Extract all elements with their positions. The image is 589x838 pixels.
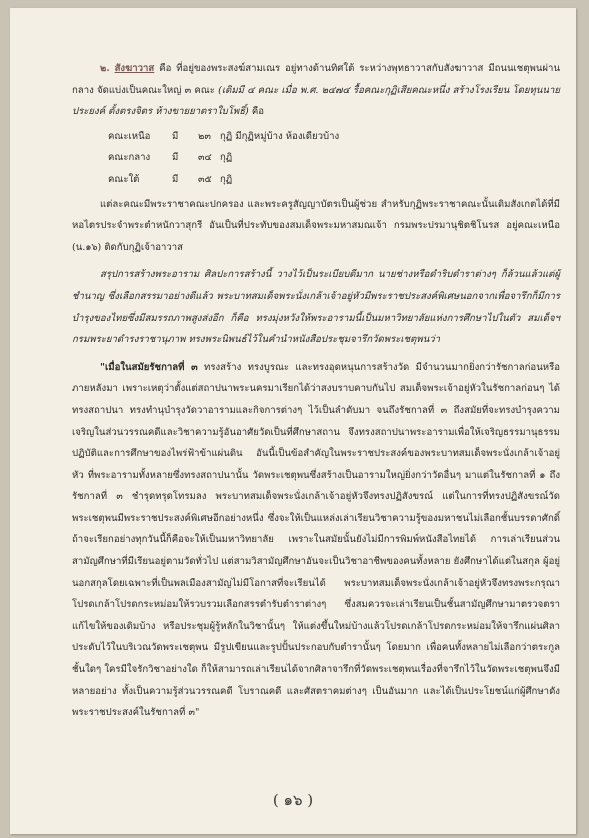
division-row [108, 126, 560, 148]
document-page [10, 8, 576, 834]
body-text [72, 58, 560, 724]
section-heading: สังฆาวาส [114, 63, 155, 74]
quote-paragraph [72, 357, 560, 724]
section-lead-tail: คือ [248, 106, 265, 118]
division-desc: กุฏิ มีกุฏิหมู่บ้าง ห้องเดียวบ้าง [220, 130, 340, 142]
section-lead-note: (เดิมมี ๔ คณะ เมื่อ พ.ศ. ๒๔๗๔ รื้อคณะกุฏิเสียคณะหนึ่ง สร้างโรงเรียน โดยทุนนายประยงค์ ตั้งตรงจิตร ห้างขายยาตราใบโพธิ์) [72, 84, 560, 118]
division-verb: มี [172, 152, 179, 164]
division-desc: กุฏิ [220, 152, 233, 164]
commission-paragraph: แต่ละคณะมีพระราชาคณะปกครอง และพระครูสัญญาบัตรเป็นผู้ช่วย สำหรับกุฏิพระราชาคณะนั้นเดิมสังเกตได้ที่มีหอไตรประจำพระตำหนักวาสุกรี อันเป็นที่ประทับของสมเด็จพระมหาสมณเจ้า กรมพระปรมานุชิตชิโนรส อยู่คณะเหนือ (น.๑๖) ติดกับกุฏิเจ้าอาวาส [72, 198, 560, 253]
division-count: ๓๕ [198, 173, 212, 185]
division-name: คณะกลาง [108, 152, 151, 164]
division-count: ๒๓ [198, 130, 211, 142]
section-number: ๒. [100, 63, 110, 74]
quote-lead: "เมื่อในสมัยรัชกาลที่ ๓ [100, 361, 198, 373]
section-paragraph [72, 58, 560, 123]
division-name: คณะใต้ [108, 173, 140, 185]
division-name: คณะเหนือ [108, 130, 151, 142]
division-count: ๓๔ [198, 152, 212, 164]
summary-paragraph: สรุปการสร้างพระอาราม ศิลปะการสร้างนี้ วางไว้เป็นระเบียบดีมาก นายช่างหรือดำริบดำราต่างๆ ก็ล้วนแล้วแต่ผู้ชำนาญ ซึ่งเลือกสรรมาอย่างดีแล้ว พระบาทสมเด็จพระนั่งเกล้าเจ้าอยู่หัวมีพระราชประสงค์พิเศษนอกจากเพื่อจารึกก็มีการบำรุงของไทยซึ่งมีสมรรถภาพสูงส่งอีก ก็คือ ทรงมุ่งหวังให้พระอารามนี้เป็นมหาวิทยาลัยแห่งการศึกษาไปในตัว สมเด็จฯ กรมพระยาดำรงราชานุภาพ ทรงพระนิพนธ์ไว้ในคำนำหนังสือประชุมจารึกวัดพระเชตุพนว่า [72, 269, 560, 346]
division-row [108, 147, 560, 169]
section-lead: คือ ที่อยู่ของพระสงฆ์สามเณร อยู่ทางด้านทิศใต้ ระหว่างพุทธาวาสกับสังฆาวาส มีถนนเชตุพนผ่านกลาง จัดแบ่งเป็นคณะใหญ่ ๓ คณะ [72, 63, 560, 96]
quote-body: ทรงสร้าง ทรงบูรณะ และทรงอุดหนุนการสร้างวัด มีจำนวนมากยิ่งกว่ารัชกาลก่อนหรือภายหลังมา เพราะเหตุว่าตั้งแต่สถาปนาพระนครมาเรียกได้ว่าสงบราบคาบกันไป สมเด็จพระเจ้าอยู่หัวในรัชกาลก่อนๆ ได้ทรงสถาปนา ทรงทำนุบำรุงวัดวาอารามและกิจการต่างๆ ไว้เป็นลำดับมา จนถึงรัชกาลที่ ๓ ถึงสมัยที่จะทรงบำรุงความเจริญในส่วนวรรณคดีและวิชาความรู้อันอาศัยวัดเป็นที่ศึกษาสถาน จึงทรงสถาปนาพระอารามเพื่อให้เจริญธรรมานุธรรมปฏิบัติและการศึกษาของไพร่ฟ้าข้าแผ่นดิน อันนี้เป็นข้อสำคัญในพระราชประสงค์ของพระบาทสมเด็จพระนั่งเกล้าเจ้าอยู่หัว ที่พระอารามทั้งหลายซึ่งทรงสถาปนานั้น วัดพระเชตุพนซึ่งสร้างเป็นอารามใหญ่ยิ่งกว่าวัดอื่นๆ มาแต่ในรัชกาลที่ ๑ ถึงรัชกาลที่ ๓ ชำรุดทรุดโทรมลง พระบาทสมเด็จพระนั่งเกล้าเจ้าอยู่หัวจึงทรงปฏิสังขรณ์ แต่ในการที่ทรงปฏิสังขรณ์วัดพระเชตุพนมีพระราชประสงค์พิเศษอีกอย่างหนึ่ง ซึ่งจะให้เป็นแหล่งเล่าเรียนวิชาความรู้ของมหาชนไม่เลือกชั้นบรรดาศักดิ์ ถ้าจะเรียกอย่างทุกวันนี้ก็คือจะให้เป็นมหาวิทยาลัย เพราะในสมัยนั้นยังไม่มีการพิมพ์หนังสือไทยได้ การเล่าเรียนส่วนสามัญศึกษาที่มีเรียนอยู่ตามวัดทั่วไป แต่สามวิสามัญศึกษาอันจะเป็นวิชาอาชีพของคนทั้งหลาย ยังศึกษาได้แต่ในสกุล ผู้อยู่นอกสกุลโดยเฉพาะที่เป็นพลเมืองสามัญไม่มีโอกาสที่จะเรียนได้ พระบาทสมเด็จพระนั่งเกล้าเจ้าอยู่หัวจึงทรงพระกรุณาโปรดเกล้าโปรดกระหม่อมให้รวบรวมเลือกสรรตำรับตำราต่างๆ ซึ่งสมควรจะเล่าเรียนเป็นชั้นสามัญศึกษามาตรวจตราแก้ไขให้ของเดิมบ้าง หรือประชุมผู้รู้หลักในวิชานั้นๆ ให้แต่งขึ้นใหม่บ้างแล้วโปรดเกล้าโปรดกระหม่อมให้จารึกแผ่นศิลาประดับไว้ในบริเวณวัดพระเชตุพน มีรูปเขียนและรูปปั้นประกอบกับตำรานั้นๆ โดยมาก เพื่อคนทั้งหลายไม่เลือกว่าตระกูลชั้นใดๆ ใครมีใจรักวิชาอย่างใด ก็ให้สามารถเล่าเรียนได้จากศิลาจารึกที่วัดพระเชตุพนเรื่องที่จารึกไว้ในวัดพระเชตุพนจึงมีหลายอย่าง ทั้งเป็นความรู้ส่วนวรรณคดี โบราณคดี และศัสตราคมต่างๆ เป็นอันมาก และได้เป็นประโยชน์แก่ผู้ศึกษาดังพระราชประสงค์ในรัชกาลที่ ๓" [72, 361, 560, 719]
division-desc: กุฏิ [220, 173, 233, 185]
page-number: ( ๑๖ ) [272, 791, 314, 809]
division-verb: มี [172, 173, 179, 185]
division-row [108, 169, 560, 191]
division-verb: มี [172, 130, 179, 142]
division-list [108, 126, 560, 191]
